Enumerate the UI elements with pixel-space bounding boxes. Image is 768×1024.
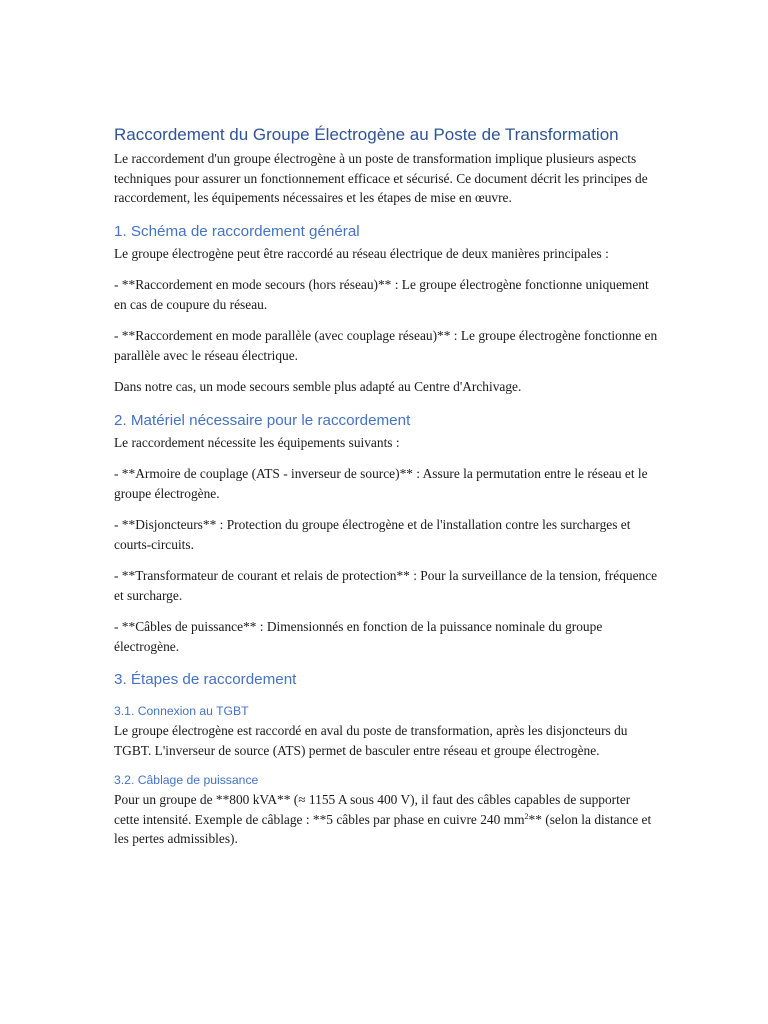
section-2-heading: 2. Matériel nécessaire pour le raccordement [114,411,411,429]
subsection-3-1-text: Le groupe électrogène est raccordé en aval du poste de transformation, après les disjoncteurs du TGBT. L'inverseur de source (ATS) permet de basculer entre réseau et groupe électrogène. [114,723,628,758]
section-1-lead: Le groupe électrogène peut être raccordé au réseau électrique de deux manières principales : [114,245,609,261]
subsection-3-2-text-end: ** (selon la distance et les pertes admissibles). [114,811,652,846]
section-1-item-secours: - **Raccordement en mode secours (hors réseau)** : Le groupe électrogène fonctionne uniquement en cas de coupure du réseau. [114,277,649,312]
section-1-conclusion: Dans notre cas, un mode secours semble plus adapté au Centre d'Archivage. [114,379,522,394]
section-2-item-transformateur: - **Transformateur de courant et relais de protection** : Pour la surveillance de la tension, fréquence et surcharge. [114,568,658,603]
section-3-heading: 3. Étapes de raccordement [114,671,297,688]
section-2-item-disjoncteurs: - **Disjoncteurs** : Protection du groupe électrogène et de l'installation contre les surcharges et courts-circuits. [114,517,631,552]
section-2-lead: Le raccordement nécessite les équipements suivants : [114,434,400,450]
subsection-3-1-heading: 3.1. Connexion au TGBT [114,704,249,718]
document-page [114,123,658,849]
section-1-item-parallele: - **Raccordement en mode parallèle (avec couplage réseau)** : Le groupe électrogène fonctionne en parallèle avec le réseau électrique. [114,328,658,363]
intro-paragraph: Le raccordement d'un groupe électrogène à un poste de transformation implique plusieurs aspects techniques pour assurer un fonctionnement efficace et sécurisé. Ce document décrit les principes de raccordement, les équipements nécessaires et les étapes de mise en œuvre. [114,151,648,205]
subsection-3-2-heading: 3.2. Câblage de puissance [114,773,259,787]
section-1-heading: 1. Schéma de raccordement général [114,222,360,240]
superscript-squared: 2 [524,811,529,821]
subsection-3-2-text-start: Pour un groupe de **800 kVA** (≈ 1155 A sous 400 V), il faut des câbles capables de supporter cette intensité. Exemple de câblage : **5 câbles par phase en cuivre 240 mm [114,792,631,827]
subsection-3-2-text [114,790,658,849]
section-2-item-armoire: - **Armoire de couplage (ATS - inverseur de source)** : Assure la permutation entre le réseau et le groupe électrogène. [114,466,648,501]
section-2-item-cables: - **Câbles de puissance** : Dimensionnés en fonction de la puissance nominale du groupe électrogène. [114,619,603,654]
document-title: Raccordement du Groupe Électrogène au Poste de Transformation [114,125,619,144]
